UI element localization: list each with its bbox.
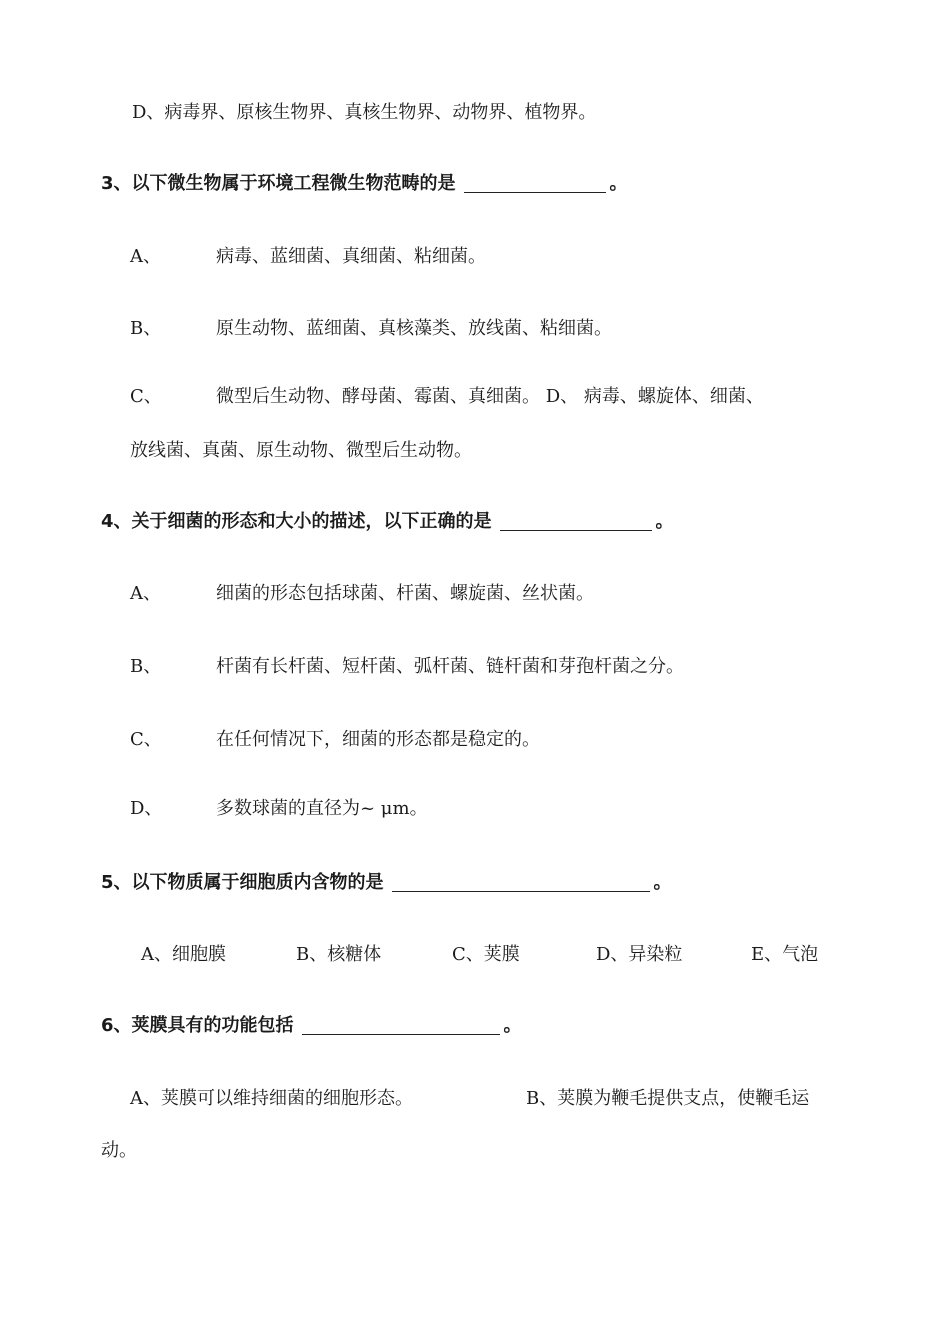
- q6-answer-blank[interactable]: [302, 1014, 500, 1035]
- q6-option-continuation: 动。: [101, 1140, 137, 1161]
- q4-end: 。: [655, 511, 674, 532]
- q2-option-d: D、病毒界、原核生物界、真核生物界、动物界、植物界。: [132, 102, 597, 123]
- option-label: A、: [130, 246, 161, 267]
- q5-option-d[interactable]: D、异染粒: [596, 944, 683, 965]
- q5-question: [101, 871, 672, 895]
- q4-option-d[interactable]: [130, 797, 428, 821]
- q4-option-c[interactable]: [130, 728, 540, 752]
- q5-option-e[interactable]: E、气泡: [751, 944, 819, 965]
- q4-answer-blank[interactable]: [500, 510, 652, 531]
- q3-end: 。: [609, 173, 628, 194]
- q3-option-continuation: 放线菌、真菌、原生动物、微型后生动物。: [130, 440, 472, 461]
- q6-option-a[interactable]: A、荚膜可以维持细菌的细胞形态。: [130, 1088, 413, 1109]
- q6-end: 。: [503, 1015, 522, 1036]
- option-text: 杆菌有长杆菌、短杆菌、弧杆菌、链杆菌和芽孢杆菌之分。: [216, 656, 684, 677]
- option-text: 原生动物、蓝细菌、真核藻类、放线菌、粘细菌。: [216, 318, 612, 339]
- option-label: C、: [130, 729, 162, 750]
- option-label: B、: [130, 318, 162, 339]
- q3-answer-blank[interactable]: [464, 172, 606, 193]
- q4-stem: 4、关于细菌的形态和大小的描述，以下正确的是: [101, 511, 492, 532]
- option-label: B、: [130, 656, 162, 677]
- option-label: A、: [130, 583, 161, 604]
- q6-option-b[interactable]: B、荚膜为鞭毛提供支点，使鞭毛运: [526, 1088, 810, 1109]
- q5-option-b[interactable]: B、核糖体: [296, 944, 382, 965]
- q3-option-b[interactable]: [130, 317, 612, 341]
- q3-stem: 3、以下微生物属于环境工程微生物范畴的是: [101, 173, 456, 194]
- option-label: D、: [130, 798, 163, 819]
- q4-question: [101, 510, 674, 534]
- q5-end: 。: [653, 872, 672, 893]
- option-text: 多数球菌的直径为~ μm。: [216, 798, 428, 819]
- q5-answer-blank[interactable]: [392, 871, 650, 892]
- q3-option-c[interactable]: [130, 385, 764, 409]
- q4-option-a[interactable]: [130, 582, 594, 606]
- q6-stem: 6、荚膜具有的功能包括: [101, 1015, 294, 1036]
- option-text: 在任何情况下，细菌的形态都是稳定的。: [216, 729, 540, 750]
- q5-option-a[interactable]: A、细胞膜: [141, 944, 226, 965]
- q5-option-c[interactable]: C、荚膜: [452, 944, 520, 965]
- option-label: C、: [130, 386, 162, 407]
- option-text: 微型后生动物、酵母菌、霉菌、真细菌。 D、 病毒、螺旋体、细菌、: [216, 386, 764, 407]
- q3-option-a[interactable]: [130, 245, 486, 269]
- q4-option-b[interactable]: [130, 655, 684, 679]
- option-text: 病毒、蓝细菌、真细菌、粘细菌。: [216, 246, 486, 267]
- q5-stem: 5、以下物质属于细胞质内含物的是: [101, 872, 384, 893]
- q6-question: [101, 1014, 522, 1038]
- option-text: 细菌的形态包括球菌、杆菌、螺旋菌、丝状菌。: [216, 583, 594, 604]
- q3-question: [101, 172, 628, 196]
